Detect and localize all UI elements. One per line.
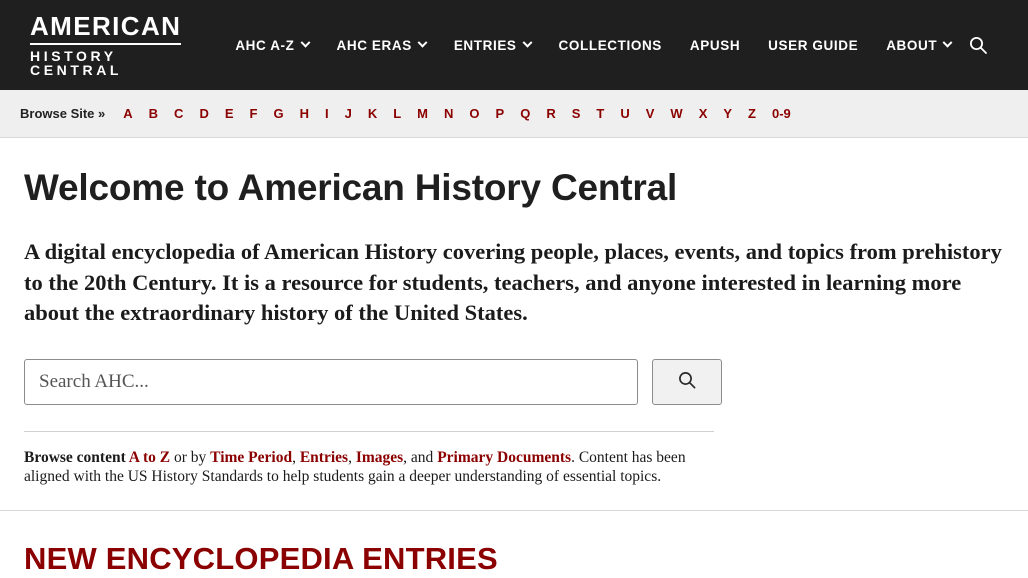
alpha-link-h[interactable]: H (299, 106, 309, 121)
nav-item-label: AHC A-Z (235, 37, 295, 53)
search-input[interactable] (24, 359, 638, 405)
main-content (0, 138, 1028, 486)
browse-site-label: Browse Site » (20, 106, 106, 121)
alpha-link-i[interactable]: I (324, 106, 329, 121)
alpha-link-k[interactable]: K (367, 106, 378, 121)
chevron-down-icon (943, 37, 953, 47)
nav-item-label: USER GUIDE (768, 37, 859, 53)
alpha-link-v[interactable]: V (645, 106, 655, 121)
site-search-form (24, 359, 1004, 405)
logo-divider (30, 43, 181, 45)
alpha-link-n[interactable]: N (444, 106, 454, 121)
link-entries[interactable]: Entries (299, 448, 349, 466)
nav-item-label: ABOUT (886, 37, 938, 53)
site-logo[interactable] (30, 13, 181, 77)
section-title-new-entries: NEW ENCYCLOPEDIA ENTRIES (24, 541, 498, 577)
logo-line-2: HISTORY CENTRAL (30, 48, 123, 78)
nav-item-label: COLLECTIONS (558, 37, 662, 53)
nav-item-label: AHC ERAS (336, 37, 412, 53)
alpha-link-e[interactable]: E (224, 106, 234, 121)
nav-item-about[interactable] (872, 0, 965, 90)
alpha-link-d[interactable]: D (199, 106, 209, 121)
alpha-link-w[interactable]: W (670, 106, 683, 121)
nav-item-collections[interactable] (545, 0, 676, 90)
alpha-link-t[interactable]: T (596, 106, 605, 121)
chevron-down-icon (300, 37, 310, 47)
link-images[interactable]: Images (355, 448, 404, 466)
alpha-link-0-9[interactable]: 0-9 (771, 106, 791, 121)
site-header (0, 0, 1028, 90)
section-separator (0, 510, 1028, 511)
alpha-link-p[interactable]: P (495, 106, 505, 121)
alpha-link-o[interactable]: O (469, 106, 480, 121)
alpha-link-r[interactable]: R (546, 106, 556, 121)
nav-item-label: ENTRIES (453, 37, 517, 53)
alpha-link-u[interactable]: U (620, 106, 630, 121)
alpha-link-j[interactable]: J (344, 106, 352, 121)
link-primary-documents[interactable]: Primary Documents (437, 448, 572, 466)
alpha-link-q[interactable]: Q (520, 106, 531, 121)
content-divider (24, 431, 714, 432)
intro-paragraph: A digital encyclopedia of American History covering people, places, events, and topics from prehistory to the 20th Century. It is a resource for students, teachers, and anyone interested in learning more about the extraordinary history of the United States. (24, 238, 1002, 326)
alpha-link-m[interactable]: M (417, 106, 429, 121)
search-icon (677, 370, 697, 393)
search-icon (968, 35, 988, 55)
nav-item-user-guide[interactable] (754, 0, 872, 90)
nav-item-apush[interactable] (676, 0, 754, 90)
browse-content-note (24, 448, 714, 487)
nav-item-ahc-a-z[interactable] (221, 0, 322, 90)
alpha-link-l[interactable]: L (393, 106, 402, 121)
alpha-link-b[interactable]: B (148, 106, 159, 121)
alpha-link-x[interactable]: X (698, 106, 708, 121)
nav-item-label: APUSH (689, 37, 741, 53)
alpha-link-c[interactable]: C (174, 106, 184, 121)
alpha-link-s[interactable]: S (571, 106, 581, 121)
search-submit-button[interactable] (652, 359, 722, 405)
nav-item-ahc-eras[interactable] (323, 0, 440, 90)
alpha-link-a[interactable]: A (123, 106, 133, 121)
alpha-link-z[interactable]: Z (748, 106, 756, 121)
browse-note-comma-1: , (292, 448, 300, 466)
alphabet-links (115, 106, 799, 121)
browse-site-bar (0, 90, 1028, 138)
nav-item-entries[interactable] (440, 0, 545, 90)
browse-note-lead: Browse content (24, 448, 129, 466)
chevron-down-icon (417, 37, 427, 47)
browse-note-comma-2: , (348, 448, 356, 466)
browse-note-tail: . Content has been aligned with the US History Standards to help students gain a deeper understanding of essential topics. (24, 448, 686, 486)
alpha-link-f[interactable]: F (249, 106, 258, 121)
alpha-link-y[interactable]: Y (723, 106, 733, 121)
main-navigation (221, 0, 1013, 90)
page-title: Welcome to American History Central (24, 167, 678, 208)
browse-note-and: , and (403, 448, 438, 466)
alpha-link-g[interactable]: G (273, 106, 284, 121)
link-a-to-z[interactable]: A to Z (128, 448, 171, 466)
logo-line-1: AMERICAN (30, 11, 182, 41)
chevron-down-icon (522, 37, 532, 47)
browse-note-or-by: or by (170, 448, 211, 466)
link-time-period[interactable]: Time Period (210, 448, 293, 466)
header-search-toggle[interactable] (965, 32, 991, 58)
